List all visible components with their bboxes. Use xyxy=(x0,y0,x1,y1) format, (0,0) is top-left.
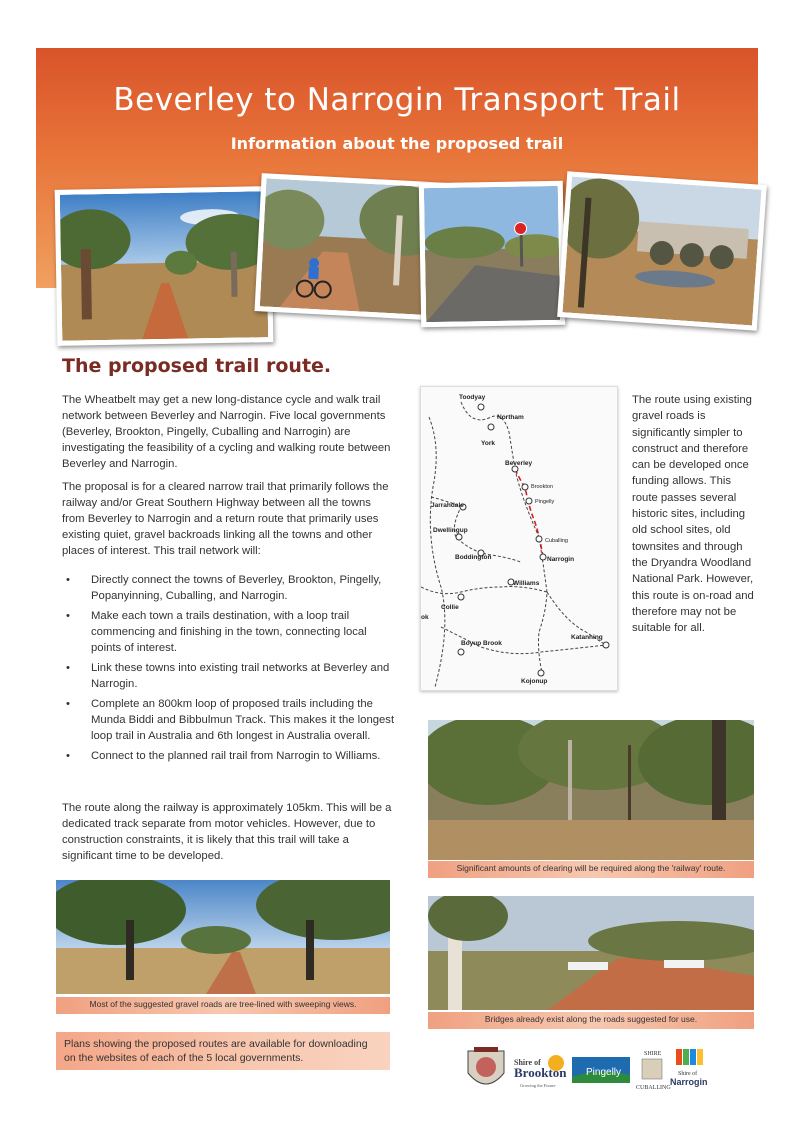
map-label-cuballing: Cuballing xyxy=(545,538,568,544)
caption-gravel-roads: Most of the suggested gravel roads are tree-lined with sweeping views. xyxy=(56,997,390,1014)
list-item: • Link these towns into existing trail networks at Beverley and Narrogin. xyxy=(62,660,396,692)
map-label-ok: ok xyxy=(421,614,429,621)
list-item: • Directly connect the towns of Beverley, Brookton, Pingelly, Popanyinning, Cuballing, and Narrogin. xyxy=(62,572,396,604)
map-label-kojonup: Kojonup xyxy=(521,678,548,685)
narrogin-top: Shire of xyxy=(678,1071,698,1077)
trail-route-map xyxy=(420,386,618,691)
map-label-jarrahdale: Jarrahdale xyxy=(431,502,464,509)
intro-text xyxy=(62,392,396,566)
section-heading: The proposed trail route. xyxy=(62,355,332,377)
caption-clearing: Significant amounts of clearing will be required along the 'railway' route. xyxy=(428,861,754,878)
intro-paragraph-2: The proposal is for a cleared narrow trail that primarily follows the railway and/or Great Southern Highway between all the towns from Beverley to Narrogin and a return route that primarily uses existing quiet, gravel backroads linking all the towns and other places of interest. This trail network will: xyxy=(62,481,389,557)
list-item: • Make each town a trails destination, with a loop trail commencing and finishing in the town, connecting local points of interest. xyxy=(62,608,396,656)
map-label-toodyay: Toodyay xyxy=(459,394,486,401)
narrogin-logo xyxy=(670,1049,708,1087)
brookton-tag: Growing the Future xyxy=(520,1083,556,1088)
beverley-crest-logo xyxy=(468,1047,504,1084)
map-label-northam: Northam xyxy=(497,414,524,421)
cuballing-top: SHIRE xyxy=(644,1051,662,1057)
list-item: • Connect to the planned rail trail from Narrogin to Williams. xyxy=(62,748,396,764)
map-label-beverley: Beverley xyxy=(505,460,533,467)
brookton-line2: Brookton xyxy=(514,1065,567,1080)
narrogin-bottom: Narrogin xyxy=(670,1077,708,1087)
map-label-dwellingup: Dwellingup xyxy=(433,527,468,534)
gravel-route-text: The route using existing gravel roads is significantly simpler to construct and therefore can be developed once funding allows. This route passes several historic sites, including old school sites, old townsites and through the Dryandra Woodland National Park. However, this route is on-road and therefore may not be suitable for all. xyxy=(632,394,754,635)
trail-benefits-list xyxy=(62,572,396,768)
page-title: Beverley to Narrogin Transport Trail xyxy=(113,82,681,118)
pingelly-name: Pingelly xyxy=(586,1067,622,1078)
page-subtitle: Information about the proposed trail xyxy=(230,134,564,153)
railway-text xyxy=(62,800,396,871)
map-label-boyup-brook: Boyup Brook xyxy=(461,640,502,647)
cuballing-bottom: CUBALLING xyxy=(636,1085,671,1091)
council-logos xyxy=(464,1045,724,1097)
photo-railway-clearing xyxy=(428,720,754,860)
map-label-williams: Williams xyxy=(513,580,540,587)
intro-paragraph-1: The Wheatbelt may get a new long-distance cycle and walk trail network between Beverley and Narrogin. Five local governments (Beverley, Brookton, Pingelly, Cuballing and Narrogin) are investigating the feasibility of a cycling and walking route between Beverley and Narrogin. xyxy=(62,394,391,470)
railway-paragraph: The route along the railway is approximately 105km. This will be a dedicated track separate from motor vehicles. However, due to construction constraints, it is likely that this trail will take a significant time to be developed. xyxy=(62,802,392,862)
map-label-boddington: Boddington xyxy=(455,554,492,561)
downloads-note: Plans showing the proposed routes are available for downloading on the websites of each of the 5 local governments. xyxy=(56,1032,390,1070)
map-label-katanning: Katanning xyxy=(571,634,603,641)
photo-gravel-road-trees xyxy=(55,186,274,346)
photo-road-sign xyxy=(419,181,565,327)
map-label-collie: Collie xyxy=(441,604,459,611)
map-label-york: York xyxy=(481,440,495,447)
brookton-logo xyxy=(514,1055,567,1088)
cuballing-logo xyxy=(636,1051,671,1091)
photo-road-bridge xyxy=(428,896,754,1010)
photo-stone-bridge xyxy=(557,171,767,331)
list-item: • Complete an 800km loop of proposed trails including the Munda Biddi and Bibbulmun Track. This makes it the longest loop trail in Australia and 6th longest in Australia overall. xyxy=(62,696,396,744)
caption-bridges: Bridges already exist along the roads suggested for use. xyxy=(428,1012,754,1029)
pingelly-logo xyxy=(572,1057,630,1083)
map-label-pingelly: Pingelly xyxy=(535,499,555,505)
brookton-line1: Shire of xyxy=(514,1058,541,1067)
map-label-brookton: Brookton xyxy=(531,484,554,490)
map-label-narrogin: Narrogin xyxy=(547,556,575,563)
photo-tree-lined-road xyxy=(56,880,390,994)
